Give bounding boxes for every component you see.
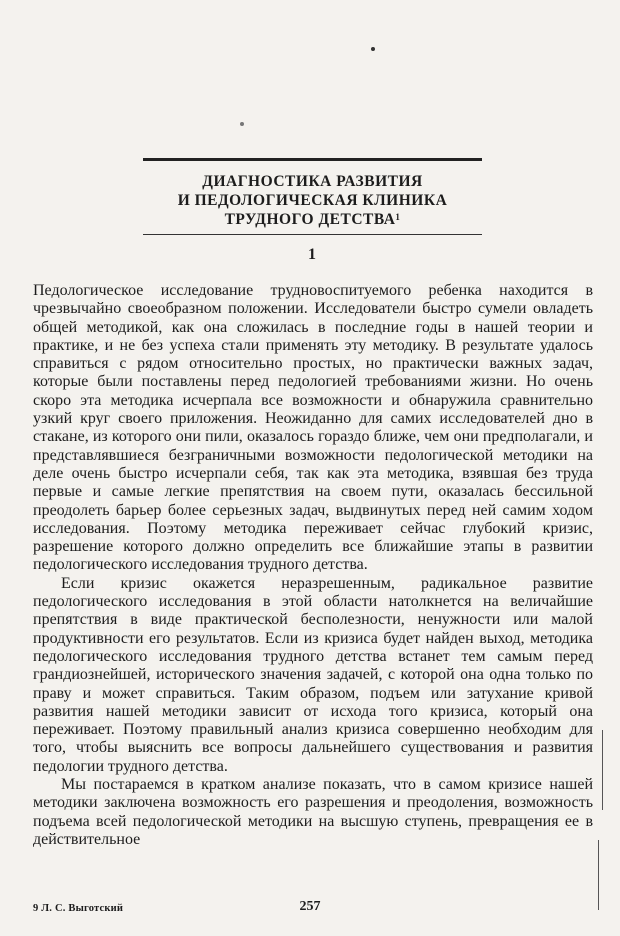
ink-speck <box>371 47 375 51</box>
chapter-title <box>140 172 485 229</box>
footnote-reference: 1 <box>395 212 401 222</box>
title-line-3 <box>140 210 485 229</box>
section-number: 1 <box>308 246 316 263</box>
margin-pencil-mark <box>602 730 609 810</box>
footer-signature: 9 Л. С. Выготский <box>33 903 124 914</box>
ink-speck <box>240 122 244 126</box>
main-text <box>33 282 593 849</box>
title-top-rule <box>143 158 482 161</box>
paragraph: Если кризис окажется неразрешенным, радикальное развитие педологического исследования в этой области натолкнется на величайшие препятствия в виде практической бесполезности, ненужности или малой продуктивности его результатов. Если из кризиса будет найден выход, методика педологического исследования трудного детства встанет тем самым перед грандиознейшей, исторического значения задачей, с которой она одна только по праву и может справиться. Таким образом, подъем или затухание кривой развития нашей методики зависит от исхода того кризиса, который она переживает. Поэтому правильный анализ кризиса совершенно необходим для того, чтобы выяснить все вопросы дальнейшего существования и развития педологии трудного детства. <box>33 574 593 775</box>
title-line-2: И ПЕДОЛОГИЧЕСКАЯ КЛИНИКА <box>177 192 448 209</box>
margin-pencil-mark <box>598 840 605 910</box>
title-bottom-rule <box>143 234 482 235</box>
page-number: 257 <box>299 899 321 914</box>
paragraph: Педологическое исследование трудновоспитуемого ребенка находится в чрезвычайно своеобразном положении. Исследователи быстро сумели овладеть общей методикой, как она сложилась в последние годы в нашей теории и практике, и не без успеха стали применять эту методику. В результате удалось справиться с рядом относительно простых, но практически важных задач, которые были поставлены перед педологией требованиями жизни. Но очень скоро эта методика исчерпала все возможности и обнаружила сравнительно узкий круг своего приложения. Неожиданно для самих исследователей дно в стакане, из которого они пили, оказалось гораздо ближе, чем они предполагали, и представлявшиеся безграничными возможности педологической методики на деле очень быстро исчерпали себя, так как эта методика, взявшая без труда первые и самые легкие препятствия на своем пути, оказалась бессильной преодолеть барьер более серьезных задач, выдвинутых перед ней самим ходом исследования. Поэтому методика переживает сейчас глубокий кризис, разрешение которого должно определить все ближайшие этапы в развитии педологического исследования трудного детства. <box>33 282 593 574</box>
paragraph: Мы постараемся в кратком анализе показать, что в самом кризисе нашей методики заключена возможность его разрешения и преодоления, возможность подъема всей педологической методики на высшую ступень, превращения ее в действительное <box>33 776 593 848</box>
title-line-1: ДИАГНОСТИКА РАЗВИТИЯ <box>202 173 423 190</box>
title-line-3-text: ТРУДНОГО ДЕТСТВА <box>224 211 396 228</box>
